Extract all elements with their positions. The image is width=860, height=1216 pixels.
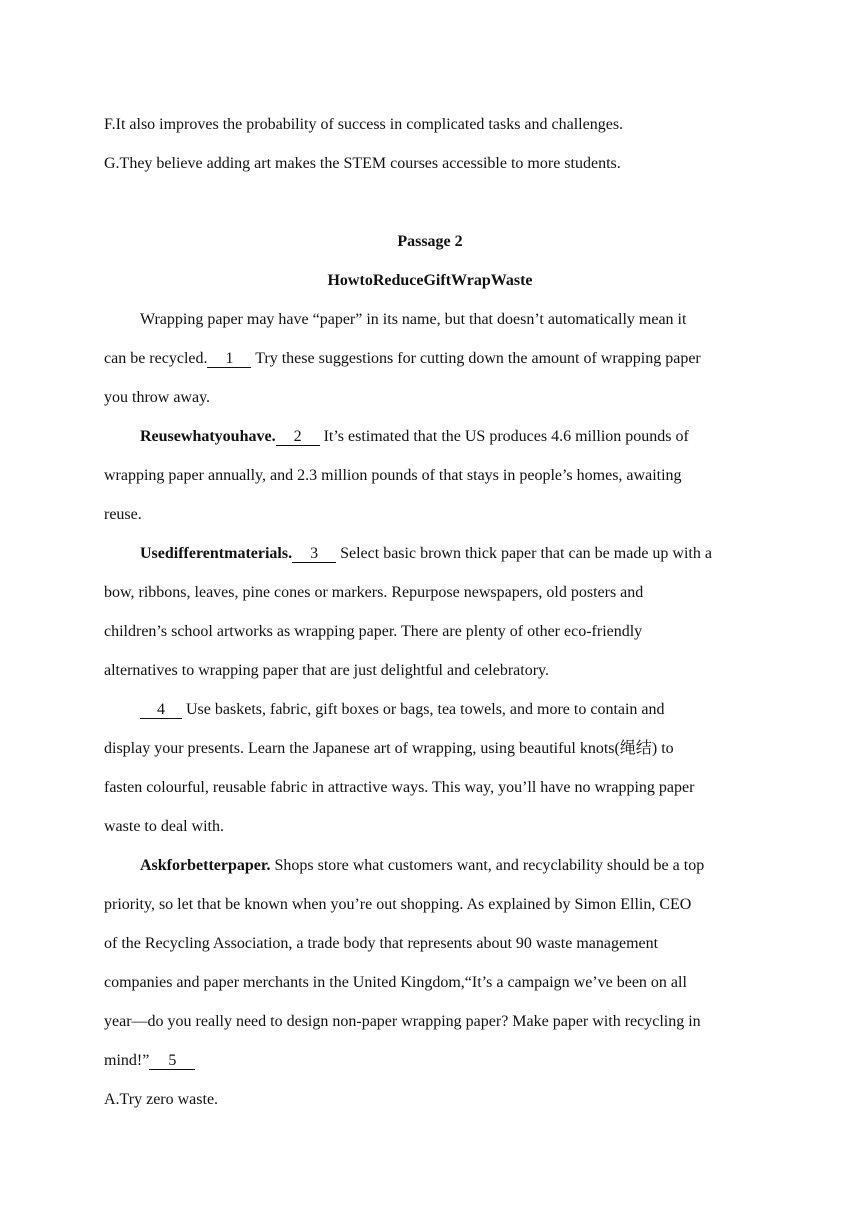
p1-line-2-text-b: Try these suggestions for cutting down the amount of wrapping paper <box>251 350 701 367</box>
blank-2: 2 <box>276 428 320 446</box>
p3-line-3: children’s school artworks as wrapping paper. There are plenty of other eco-friendly <box>104 623 643 640</box>
p3-line-4: alternatives to wrapping paper that are just delightful and celebratory. <box>104 662 550 679</box>
p5-line-6-text: mind!” <box>104 1052 150 1069</box>
p5-heading: Askforbetterpaper. <box>140 857 271 874</box>
p3-line-1 <box>140 544 712 564</box>
option-a: A.Try zero waste. <box>104 1091 219 1108</box>
p1-line-1: Wrapping paper may have “paper” in its name, but that doesn’t automatically mean it <box>140 311 687 328</box>
p4-line-2: display your presents. Learn the Japanese art of wrapping, using beautiful knots(绳结) to <box>104 740 674 757</box>
passage-title: HowtoReduceGiftWrapWaste <box>327 272 533 289</box>
p2-line-1-text: It’s estimated that the US produces 4.6 million pounds of <box>319 428 689 445</box>
p1-line-2-text-a: can be recycled. <box>104 350 208 367</box>
p4-line-1-text: Use baskets, fabric, gift boxes or bags, tea towels, and more to contain and <box>182 701 665 718</box>
p5-line-2: priority, so let that be known when you’re out shopping. As explained by Simon Ellin, CEO <box>104 896 692 913</box>
option-f: F.It also improves the probability of success in complicated tasks and challenges. <box>104 116 624 133</box>
p5-line-3: of the Recycling Association, a trade body that represents about 90 waste management <box>104 935 659 952</box>
p4-line-1 <box>140 700 665 720</box>
p1-line-3: you throw away. <box>104 389 211 406</box>
p5-line-4: companies and paper merchants in the United Kingdom,“It’s a campaign we’ve been on all <box>104 974 687 991</box>
p3-line-1-text: Select basic brown thick paper that can be made up with a <box>336 545 712 562</box>
p4-line-3: fasten colourful, reusable fabric in attractive ways. This way, you’ll have no wrapping paper <box>104 779 695 796</box>
blank-3: 3 <box>292 545 336 563</box>
p5-line-5: year—do you really need to design non-paper wrapping paper? Make paper with recycling in <box>104 1013 701 1030</box>
p3-line-2: bow, ribbons, leaves, pine cones or markers. Repurpose newspapers, old posters and <box>104 584 644 601</box>
p2-line-3: reuse. <box>104 506 142 523</box>
p1-line-2 <box>104 349 701 369</box>
p2-line-2: wrapping paper annually, and 2.3 million pounds of that stays in people’s homes, awaiting <box>104 467 682 484</box>
passage-label: Passage 2 <box>397 233 463 250</box>
p5-line-6 <box>104 1051 195 1071</box>
option-g: G.They believe adding art makes the STEM courses accessible to more students. <box>104 155 621 172</box>
p2-heading: Reusewhatyouhave. <box>140 428 276 445</box>
blank-1: 1 <box>207 350 251 368</box>
p5-line-1 <box>140 856 704 876</box>
p2-line-1 <box>140 427 689 447</box>
p3-heading: Usedifferentmaterials. <box>140 545 293 562</box>
p5-line-1-text: Shops store what customers want, and recyclability should be a top <box>270 857 705 874</box>
blank-5: 5 <box>149 1052 195 1070</box>
p4-line-4: waste to deal with. <box>104 818 224 835</box>
blank-4: 4 <box>140 701 182 719</box>
